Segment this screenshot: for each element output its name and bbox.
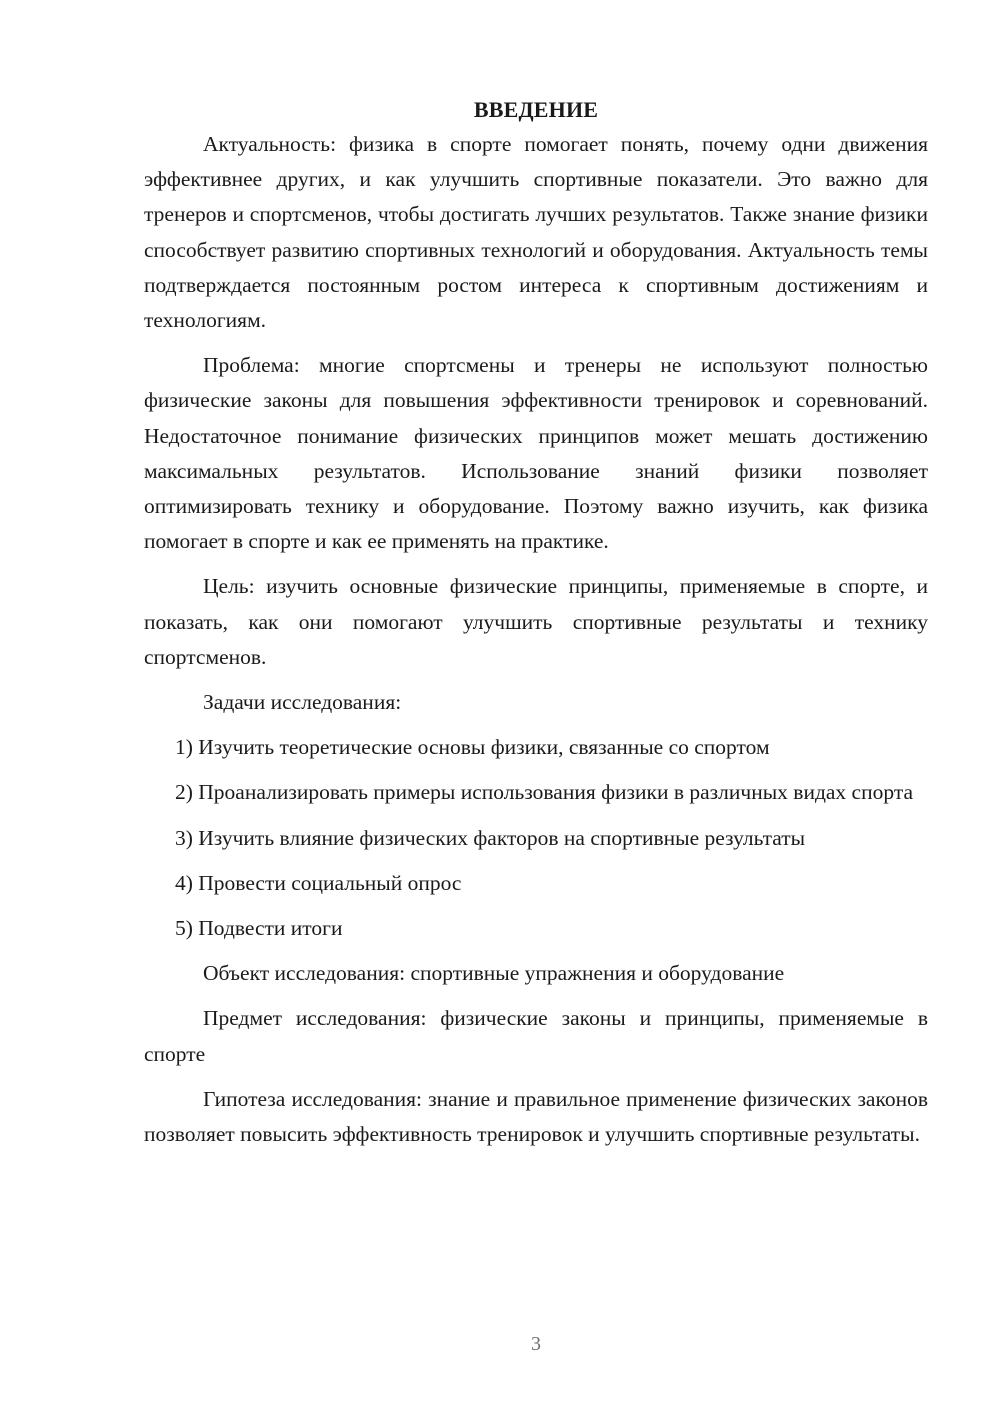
task-item-4: 4) Провести социальный опрос bbox=[175, 870, 462, 895]
task-item-5: 5) Подвести итоги bbox=[175, 916, 343, 941]
page-title: ВВЕДЕНИЕ bbox=[473, 97, 599, 122]
tasks-heading: Задачи исследования: bbox=[203, 690, 402, 715]
page-number: 3 bbox=[531, 1333, 541, 1355]
task-item-3: 3) Изучить влияние физических факторов на спортивные результаты bbox=[175, 825, 806, 850]
relevance-paragraph: Актуальность: физика в спорте помогает понять, почему одни движения эффективнее других, и как улучшить спортивные показатели. Это важно для тренеров и спортсменов, чтобы достигать лучших результатов. Также знание физики способствует развитию спортивных технологий и оборудования. Актуальность темы подтверждается постоянным ростом интереса к спортивным достижениям и технологиям. bbox=[144, 132, 928, 333]
task-item-2: 2) Проанализировать примеры использования физики в различных видах спорта bbox=[175, 780, 914, 805]
goal-paragraph: Цель: изучить основные физические принципы, применяемые в спорте, и показать, как они помогают улучшить спортивные результаты и технику спортсменов. bbox=[144, 574, 928, 669]
problem-paragraph: Проблема: многие спортсмены и тренеры не используют полностью физические законы для повышения эффективности тренировок и соревнований. Недостаточное понимание физических принципов может мешать достижению максимальных результатов. Использование знаний физики позволяет оптимизировать технику и оборудование. Поэтому важно изучить, как физика помогает в спорте и как ее применять на практике. bbox=[144, 353, 928, 554]
object-paragraph: Объект исследования: спортивные упражнения и оборудование bbox=[203, 961, 785, 986]
subject-paragraph: Предмет исследования: физические законы и принципы, применяемые в спорте bbox=[144, 1006, 928, 1066]
document-page bbox=[144, 92, 928, 1162]
task-item-1: 1) Изучить теоретические основы физики, связанные со спортом bbox=[175, 735, 770, 760]
hypothesis-paragraph: Гипотеза исследования: знание и правильное применение физических законов позволяет повысить эффективность тренировок и улучшить спортивные результаты. bbox=[144, 1086, 928, 1147]
